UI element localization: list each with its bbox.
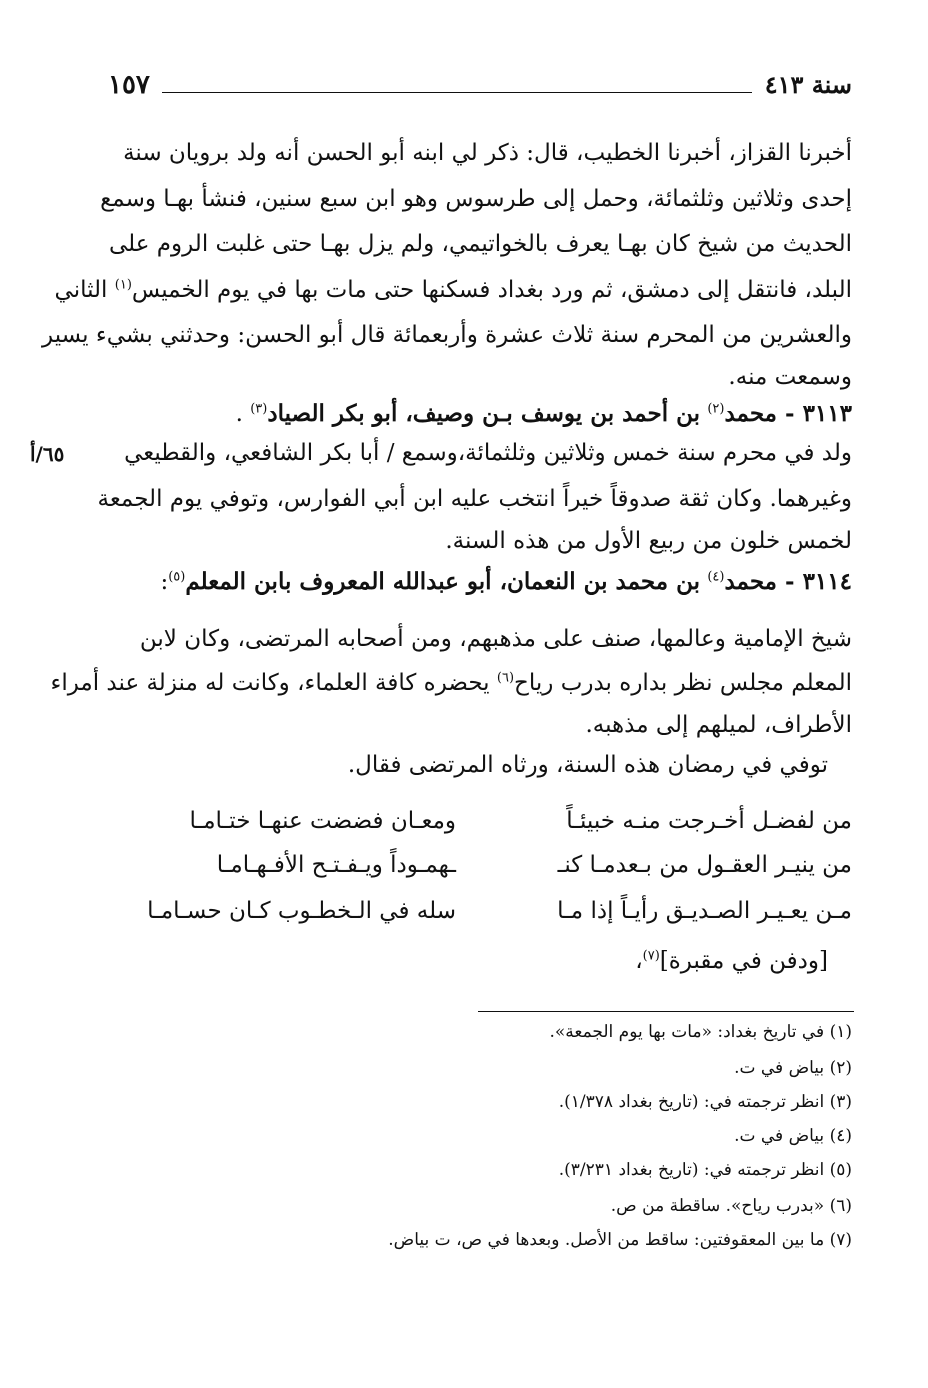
footnote: (١) في تاريخ بغداد: «مات بها يوم الجمعة». xyxy=(549,1022,852,1042)
footnote-ref: (٢) xyxy=(707,401,725,417)
footnote-rule xyxy=(478,1011,854,1012)
poem-hemistich-right: من ينيـر العقـول من بـعدمـا كنـ xyxy=(557,852,852,878)
paragraph-line: ولد في محرم سنة خمس وثلاثين وثلثمائة،وسمع / أبا بكر الشافعي، والقطيعي xyxy=(124,440,852,466)
header-year-title: سنة ٤١٣ xyxy=(764,70,852,99)
paragraph-line: لخمس خلون من ربيع الأول من هذه السنة. xyxy=(445,528,852,554)
header-rule xyxy=(162,92,752,93)
paragraph-line: الأطراف، لميلهم إلى مذهبه. xyxy=(585,712,852,738)
poem-hemistich-right: من لفضـل أخـرجت منـه خبيئـاً xyxy=(566,808,852,834)
footnote: (٦) «بدرب رياح». ساقطة من ص. xyxy=(610,1196,852,1216)
paragraph-line xyxy=(51,670,852,696)
page-number: ١٥٧ xyxy=(108,70,150,100)
footnote-ref: (٤) xyxy=(707,569,725,585)
paragraph-text: المعلم مجلس نظر بداره بدرب رياح xyxy=(514,670,852,696)
paragraph-line: والعشرين من المحرم سنة ثلاث عشرة وأربعمائة قال أبو الحسن: وحدثني بشيء يسير xyxy=(42,322,852,348)
footnote-ref: (٦) xyxy=(496,670,515,686)
poem-hemistich-left: سله في الـخطـوب كـان حسـامـا xyxy=(147,898,456,924)
poem-hemistich-left: ومعـان فضضت عنهـا ختـامـا xyxy=(189,808,456,834)
paragraph-line: الحديث من شيخ كان بهـا يعرف بالخواتيمي، ولم يزل بهـا حتى غلبت الروم على xyxy=(108,231,852,257)
poem-hemistich-right: مـن يعـيـر الصـديـق رأيـاً إذا مـا xyxy=(557,898,852,924)
paragraph-line: شيخ الإمامية وعالمها، صنف على مذهبهم، ومن أصحابه المرتضى، وكان لابن xyxy=(139,626,852,652)
paragraph-line: إحدى وثلاثين وثلثمائة، وحمل إلى طرسوس وهو ابن سبع سنين، فنشأ بهـا وسمع xyxy=(100,186,852,212)
paragraph-line: أخبرنا القزاز، أخبرنا الخطيب، قال: ذكر لي ابنه أبو الحسن أنه ولد برويان سنة xyxy=(123,140,852,166)
poem-hemistich-left: ـهمـوداً ويـفـتـح الأفـهـامـا xyxy=(216,852,456,878)
paragraph-text: يحضره كافة العلماء، وكانت له منزلة عند أمراء xyxy=(50,670,490,696)
footnote-ref: (٣) xyxy=(250,401,268,417)
poem-tail: [ودفن في مقبرة]$^{(٧)}$، xyxy=(635,948,828,974)
footnote: (٣) انظر ترجمته في: (تاريخ بغداد ١/٣٧٨). xyxy=(558,1092,852,1112)
footnote-ref: (١) xyxy=(114,277,132,293)
entry-name: بن أحمد بن يوسف بـن وصيف، أبو بكر الصياد xyxy=(267,400,701,427)
paragraph-text: الثاني xyxy=(54,277,108,303)
entry-name: بن محمد بن النعمان، أبو عبدالله المعروف بابن المعلم xyxy=(185,568,701,595)
footnote-ref: (٧) xyxy=(642,948,660,964)
entry-heading: ٣١١٤ - محمد$^{(٤)}$ بن محمد بن النعمان، أبو عبدالله المعروف بابن المعلم$^{(٥)}$: xyxy=(160,568,852,595)
footnote: (٧) ما بين المعقوفتين: ساقط من الأصل. وبعدها في ص، ت بياض. xyxy=(388,1230,852,1250)
entry-heading: ٣١١٣ - محمد$^{(٢)}$ بن أحمد بن يوسف بـن وصيف، أبو بكر الصياد$^{(٣)}$ . xyxy=(235,400,852,427)
footnote: (٥) انظر ترجمته في: (تاريخ بغداد ٣/٢٣١). xyxy=(558,1160,852,1180)
footnote: (٢) بياض في ت. xyxy=(734,1058,852,1078)
paragraph-line: توفي في رمضان هذه السنة، ورثاه المرتضى فقال. xyxy=(347,752,828,778)
footnote-ref: (٥) xyxy=(168,569,186,585)
entry-number: ٣١١٤ - محمد xyxy=(724,568,852,595)
entry-number: ٣١١٣ - محمد xyxy=(724,400,852,427)
margin-folio-note: ٦٥/أ xyxy=(30,442,65,466)
paragraph-line: وغيرهما. وكان ثقة صدوقاً خيراً انتخب عليه ابن أبي الفوارس، وتوفي يوم الجمعة xyxy=(97,486,852,512)
paragraph-line xyxy=(55,277,852,303)
footnote: (٤) بياض في ت. xyxy=(734,1126,852,1146)
paragraph-line: وسمعت منه. xyxy=(728,364,852,390)
paragraph-text: البلد، فانتقل إلى دمشق، ثم ورد بغداد فسكنها حتى مات بها في يوم الخميس xyxy=(131,277,852,303)
running-header xyxy=(100,70,852,104)
bracketed-text: [ودفن في مقبرة] xyxy=(659,948,828,974)
